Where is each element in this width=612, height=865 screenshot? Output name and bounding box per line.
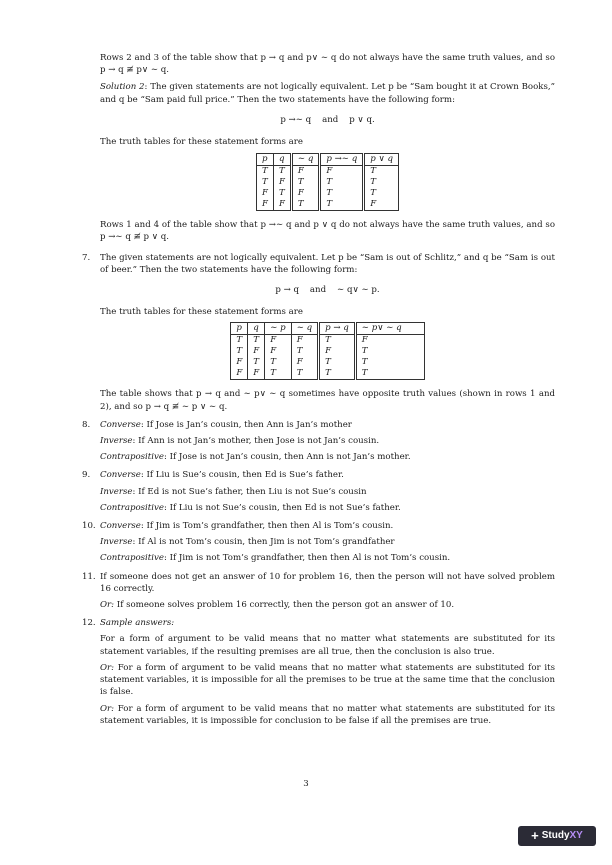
contrapositive-text: : If Jim is not Tom’s grandfather, then then Al is not Tom’s cousin. xyxy=(163,553,451,564)
converse-text: : If Liu is Sue’s cousin, then Ed is Sue’s father. xyxy=(140,470,344,481)
inverse-text: : If Al is not Tom’s cousin, then Jim is not Tom’s grandfather xyxy=(132,537,395,548)
table1-cell: T xyxy=(291,199,319,211)
table2-cell: F xyxy=(231,357,248,368)
table2-cell: F xyxy=(231,368,248,380)
truth-table-intro-2: The truth tables for these statement forms are xyxy=(100,307,304,318)
table1-cell: F xyxy=(291,166,319,178)
table2-cell: T xyxy=(248,335,265,347)
truth-table-2 xyxy=(230,322,424,380)
item-number: 11. xyxy=(82,571,96,582)
item-12 xyxy=(82,617,555,727)
table1-header: q xyxy=(273,154,291,166)
document-body xyxy=(82,52,555,733)
item-number: 10. xyxy=(82,521,96,532)
or-label: Or: xyxy=(100,662,115,673)
inverse-label: Inverse xyxy=(100,436,133,447)
table1-cell: T xyxy=(256,177,273,188)
table1-cell: T xyxy=(256,166,273,178)
item-8-converse xyxy=(100,419,555,431)
or-label: Or: xyxy=(100,703,115,714)
table1-cell: T xyxy=(273,188,291,199)
formula-2: p → q and ∼ q∨ ∼ p. xyxy=(275,285,380,296)
truth-table-1 xyxy=(256,153,399,211)
converse-label: Converse xyxy=(100,419,141,430)
table1-cell: T xyxy=(364,177,399,188)
table2-cell: T xyxy=(355,346,424,357)
table1-cell: F xyxy=(273,199,291,211)
table1-cell: T xyxy=(364,166,399,178)
table2-cell: F xyxy=(248,368,265,380)
table1-cell: T xyxy=(364,188,399,199)
table2-header: ∼ p∨ ∼ q xyxy=(355,323,424,335)
solution-2-paragraph xyxy=(100,81,555,105)
after-table-1: Rows 1 and 4 of the table show that p →∼ q and p ∨ q do not always have the same truth values, and so p →∼ q ≢ p ∨ q. xyxy=(100,220,555,243)
table2-cell: T xyxy=(319,368,356,380)
studyxy-logo[interactable] xyxy=(518,826,596,846)
inverse-label: Inverse xyxy=(100,486,133,497)
table1-header: ∼ q xyxy=(291,154,319,166)
item-11 xyxy=(82,571,555,612)
sample-answer-2-text: For a form of argument to be valid means that no matter what statements are substituted for its statement variables, it is impossible for all the premises to be true at the same time that the conclusion is false. xyxy=(100,662,555,698)
solution-2-label: Solution 2 xyxy=(100,82,145,93)
inverse-label: Inverse xyxy=(100,537,133,548)
contrapositive-label: Contrapositive xyxy=(100,502,164,513)
table2-header: ∼ q xyxy=(291,323,318,335)
item-9-inverse xyxy=(100,486,555,498)
sample-answer-2 xyxy=(100,662,555,699)
table1-cell: F xyxy=(256,199,273,211)
item-12-label xyxy=(100,617,555,629)
table2-header: p → q xyxy=(319,323,356,335)
contrapositive-label: Contrapositive xyxy=(100,553,164,564)
sample-answer-3-text: For a form of argument to be valid means that no matter what statements are substituted for its statement variables, it is impossible for conclusion to be false if all the premises are true. xyxy=(100,703,555,726)
plus-icon: + xyxy=(531,827,539,843)
item-number: 9. xyxy=(82,470,91,481)
table-row xyxy=(231,335,424,347)
table2-header: q xyxy=(248,323,265,335)
table2-header: p xyxy=(231,323,248,335)
table1-cell: T xyxy=(320,199,364,211)
item-7-conclusion: The table shows that p → q and ∼ p∨ ∼ q sometimes have opposite truth values (shown in rows 1 and 2), and so p → q ≢ ∼ p ∨ ∼ q. xyxy=(100,389,555,412)
table1-cell: F xyxy=(320,166,364,178)
table2-cell: T xyxy=(355,368,424,380)
table1-cell: F xyxy=(256,188,273,199)
item-10-converse xyxy=(100,520,555,532)
item-number: 7. xyxy=(82,252,91,263)
item-11-text: If someone does not get an answer of 10 for problem 16, then the person will not have solved problem 16 correctly. xyxy=(100,571,555,594)
table2-cell: T xyxy=(231,335,248,347)
sample-answers-label: Sample answers: xyxy=(100,618,175,629)
table2-cell: T xyxy=(319,357,356,368)
inverse-text: : If Ann is not Jan’s mother, then Jose is not Jan’s cousin. xyxy=(132,436,380,447)
table1-header: p →∼ q xyxy=(320,154,364,166)
table2-cell: T xyxy=(248,357,265,368)
table-row xyxy=(256,166,398,178)
table1-cell: T xyxy=(320,188,364,199)
converse-label: Converse xyxy=(100,521,141,532)
table2-cell: F xyxy=(319,346,356,357)
solution-2-text: : The given statements are not logically equivalent. Let p be “Sam bought it at Crown Books,” and q be “Sam paid full price.” Then the two statements have the following form: xyxy=(100,82,555,105)
converse-text: : If Jose is Jan’s cousin, then Ann is Jan’s mother xyxy=(140,419,352,430)
table1-cell: F xyxy=(273,177,291,188)
sample-answer-3 xyxy=(100,703,555,727)
table-row xyxy=(256,188,398,199)
table1-header: p xyxy=(256,154,273,166)
formula-1: p →∼ q and p ∨ q. xyxy=(280,114,375,125)
table2-cell: T xyxy=(319,335,356,347)
table-row xyxy=(231,368,424,380)
page-number: 3 xyxy=(303,779,309,789)
table2-cell: F xyxy=(265,346,291,357)
table2-cell: T xyxy=(291,368,318,380)
intro-paragraph: Rows 2 and 3 of the table show that p → q and p∨ ∼ q do not always have the same truth values, and so p → q ≢ p∨ ∼ q. xyxy=(100,53,555,76)
table2-cell: F xyxy=(248,346,265,357)
table-row xyxy=(256,177,398,188)
table1-header: p ∨ q xyxy=(364,154,399,166)
converse-text: : If Jim is Tom’s grandfather, then then Al is Tom’s cousin. xyxy=(140,521,394,532)
table1-cell: T xyxy=(291,177,319,188)
item-number: 8. xyxy=(82,419,91,430)
item-9 xyxy=(82,469,555,514)
table2-header: ∼ p xyxy=(265,323,291,335)
table2-cell: F xyxy=(355,335,424,347)
item-9-converse xyxy=(100,469,555,481)
table1-cell: T xyxy=(273,166,291,178)
table2-cell: T xyxy=(231,346,248,357)
table-row xyxy=(256,199,398,211)
table2-cell: T xyxy=(265,357,291,368)
sample-answer-1: For a form of argument to be valid means that no matter what statements are substituted for its statement variables, if the resulting premises are all true, then the conclusion is also true. xyxy=(100,634,555,657)
table-row xyxy=(231,346,424,357)
inverse-text: : If Ed is not Sue’s father, then Liu is not Sue’s cousin xyxy=(132,486,367,497)
item-11-or xyxy=(100,599,555,611)
table2-cell: T xyxy=(355,357,424,368)
table1-cell: F xyxy=(291,188,319,199)
item-8-contrapositive xyxy=(100,451,555,463)
item-10-inverse xyxy=(100,536,555,548)
table2-cell: T xyxy=(265,368,291,380)
item-number: 12. xyxy=(82,618,96,629)
item-10 xyxy=(82,520,555,565)
table1-cell: T xyxy=(320,177,364,188)
table2-cell: F xyxy=(265,335,291,347)
converse-label: Converse xyxy=(100,470,141,481)
table2-cell: F xyxy=(291,357,318,368)
contrapositive-text: : If Jose is not Jan’s cousin, then Ann is not Jan’s mother. xyxy=(163,452,411,463)
table1-cell: F xyxy=(364,199,399,211)
logo-text: Study xyxy=(541,829,570,841)
table2-cell: T xyxy=(291,346,318,357)
item-8 xyxy=(82,419,555,464)
or-text: If someone solves problem 16 correctly, then the person got an answer of 10. xyxy=(114,600,455,611)
truth-table-intro-1: The truth tables for these statement forms are xyxy=(100,137,304,148)
contrapositive-text: : If Liu is not Sue’s cousin, then Ed is not Sue’s father. xyxy=(163,502,401,513)
item-10-contrapositive xyxy=(100,552,555,564)
contrapositive-label: Contrapositive xyxy=(100,452,164,463)
item-9-contrapositive xyxy=(100,502,555,514)
table-row xyxy=(231,357,424,368)
item-8-inverse xyxy=(100,435,555,447)
logo-text-accent: XY xyxy=(569,829,583,841)
or-label: Or: xyxy=(100,600,115,611)
item-7 xyxy=(82,252,555,413)
table2-cell: F xyxy=(291,335,318,347)
item-7-text: The given statements are not logically equivalent. Let p be “Sam is out of Schlitz,” and q be “Sam is out of beer.” Then the two statements have the following form: xyxy=(100,252,555,275)
